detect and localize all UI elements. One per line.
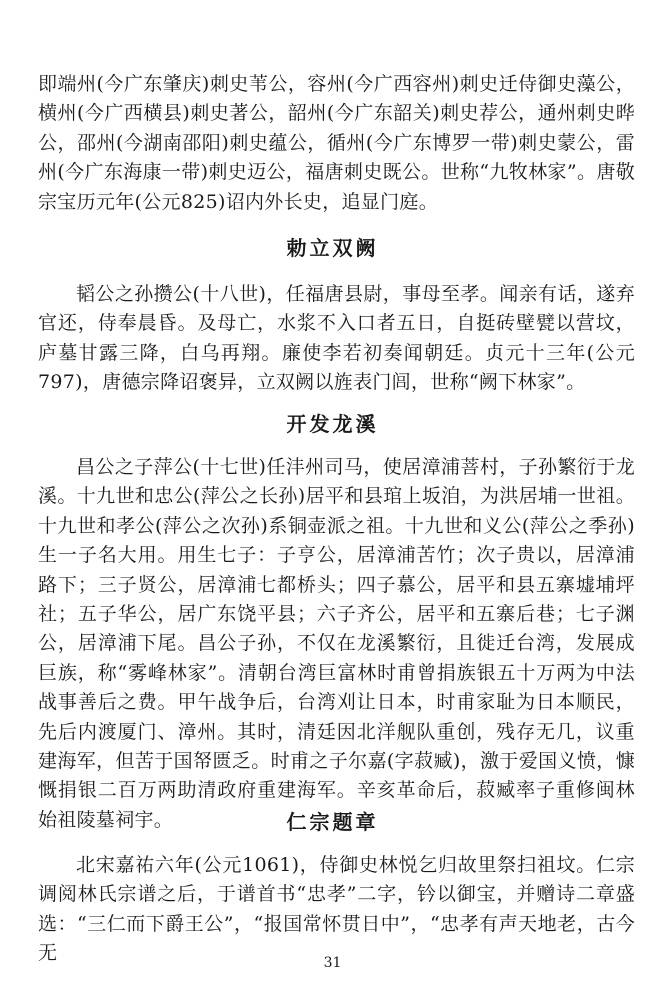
paragraph-jiumu-linjia: 即端州(今广东肇庆)刺史苇公，容州(今广西容州)刺史迁侍御史藻公，横州(今广西横县)刺史著公，韶州(今广东韶关)刺史荐公，通州刺史晔公，邵州(今湖南邵阳)刺史蕴公，循州(今广东博罗一带)刺史蒙公，雷州(今广东海康一带)刺史迈公，福唐刺史既公。世称“九牧林家”。唐敬宗宝历元年(公元825)诏内外长史，追显门庭。 bbox=[38, 73, 635, 213]
paragraph-renzong: 北宋嘉祐六年(公元1061)，侍御史林悦乞归故里祭扫祖坟。仁宗调阅林氏宗谱之后，于谱首书“忠孝”二字，钤以御宝，并赠诗二章盛选：“三仁而下爵王公”，“报国常怀贯日中”，“忠孝有声天地老，古今无 bbox=[38, 854, 635, 965]
paragraph-quexia-linjia: 韬公之孙攒公(十八世)，任福唐县尉，事母至孝。闻亲有话，遂弃官还，侍奉晨昏。及母亡，水浆不入口者五日，自挺砖壁甓以营坟，庐墓甘露三降，白乌再翔。廉使李若初奏闻朝廷。贞元十三年(公元797)，唐德宗降诏褒异，立双阙以旌表门闾，世称“阙下林家”。 bbox=[38, 283, 635, 394]
section-heading-renzong-tizhang: 仁宗题章 bbox=[286, 810, 379, 834]
paragraph-longxi: 昌公之子萍公(十七世)任沣州司马，使居漳浦菩村，子孙繁衍于龙溪。十九世和忠公(萍公之长孙)居平和县琯上坂洎，为洪居埔一世祖。十九世和孝公(萍公之次孙)系铜壶派之祖。十九世和义公(萍公之季孙)生一子名大用。用生七子：子亨公，居漳浦苦竹；次子贵以，居漳浦路下；三子贤公，居漳浦七都桥头；四子慕公，居平和县五寨墟埔坪社；五子华公，居广东饶平县；六子齐公，居平和五寨后巷；七子渊公，居漳浦下尾。昌公子孙，不仅在龙溪繁衍，且徙迁台湾，发展成巨族，称“雾峰林家”。清朝台湾巨富林时甫曾捐族银五十万两为中法战事善后之费。甲午战争后，台湾刈让日本，时甫家耻为日本顺民，先后内渡厦门、漳州。其时，清廷因北洋舰队重创，残存无几，议重建海军，但苦于国帑匮乏。时甫之子尔嘉(字菽臧)，激于爱国义愤，慷慨捐银二百万两助清政府重建海军。辛亥革命后，菽臧率子重修闽林始祖陵墓祠宇。 bbox=[38, 456, 635, 831]
page-number: 31 bbox=[323, 955, 342, 971]
section-heading-kaifa-longxi: 开发龙溪 bbox=[286, 412, 379, 436]
section-heading-chili-shuangque: 勅立双阙 bbox=[286, 236, 379, 260]
